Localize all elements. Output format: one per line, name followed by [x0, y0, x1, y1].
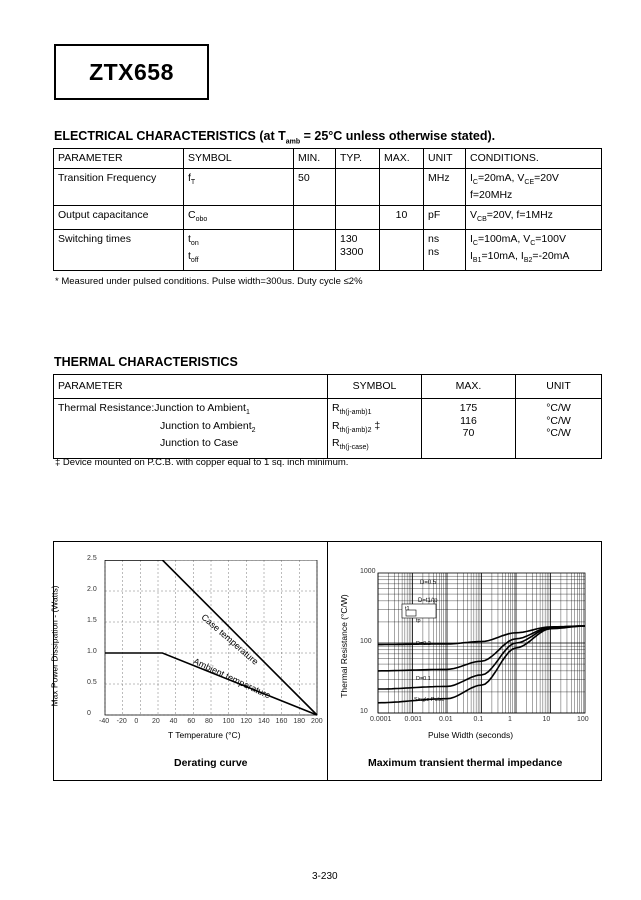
min-cell: 50	[294, 169, 336, 206]
ti-xlabel: Pulse Width (seconds)	[428, 730, 514, 740]
col-symbol: SYMBOL	[328, 375, 422, 399]
page-number: 3-230	[312, 871, 338, 882]
col-max: MAX.	[380, 149, 424, 169]
max-cell	[380, 169, 424, 206]
ti-ytick: 1000	[360, 568, 376, 575]
conditions-cell: $I_C=20mA$, $V_{CE}=20V$ f=20MHz	[466, 169, 602, 206]
electrical-header-row	[54, 149, 602, 169]
thermal-header-row	[54, 375, 602, 399]
col-symbol: SYMBOL	[184, 149, 294, 169]
ambient-temp-label: Ambient temperature	[191, 656, 273, 701]
label-d02: D=0.2	[416, 641, 431, 647]
derating-chart	[60, 560, 325, 740]
conditions-cell: $I_C=100mA$, $V_C=100V$ $I_{B1}=10mA$, $I_{B2}=-20mA$	[466, 230, 602, 271]
typ-cell	[336, 206, 380, 230]
derating-ylabel: Max Power Dissipation - (Watts)	[49, 585, 60, 707]
param-cell: Output capacitance	[54, 206, 184, 230]
case-temp-label: Case temperature	[199, 612, 261, 667]
min-cell	[294, 206, 336, 230]
label-d01: D=0.1	[416, 676, 431, 682]
charts-divider	[327, 541, 328, 781]
table-row	[54, 230, 602, 271]
thermal-note: ‡ Device mounted on P.C.B. with copper equal to 1 sq. inch minimum.	[55, 457, 349, 468]
ti-xtick: 0.0001	[370, 716, 392, 723]
ti-xtick: 10	[542, 716, 551, 723]
electrical-title-pre: ELECTRICAL CHARACTERISTICS (at T	[54, 129, 286, 143]
param-cell: Transition Frequency	[54, 169, 184, 206]
derating-xtick: 20	[152, 718, 160, 725]
unit-cell: MHz	[424, 169, 466, 206]
derating-caption: Derating curve	[174, 757, 248, 769]
derating-xlabel: T Temperature (°C)	[168, 730, 241, 740]
label-single-pulse: Single Pulse	[414, 697, 445, 703]
derating-xtick: -40	[99, 718, 110, 725]
derating-xtick: 120	[240, 718, 253, 725]
derating-xtick: 60	[187, 718, 196, 725]
derating-xtick: 160	[275, 718, 288, 725]
ti-ylabel: Thermal Resistance (°C/W)	[338, 594, 349, 698]
max-cell: 175 116 70	[422, 399, 516, 459]
derating-xtick: 200	[311, 718, 323, 725]
derating-xtick: 180	[293, 718, 306, 725]
unit-cell: ns ns	[424, 230, 466, 271]
electrical-note: * Measured under pulsed conditions. Pulse width=300us. Duty cycle ≤2%	[55, 276, 363, 287]
derating-ytick: 1.0	[87, 648, 97, 655]
ti-xtick: 0.001	[404, 716, 423, 723]
label-tp: tp	[416, 618, 421, 624]
derating-xtick: 140	[258, 718, 270, 725]
ti-caption: Maximum transient thermal impedance	[368, 757, 563, 769]
symbol-cell: $f_T$	[184, 169, 294, 206]
part-number: ZTX658	[54, 44, 209, 100]
max-cell: 10	[380, 206, 424, 230]
col-parameter: PARAMETER	[54, 149, 184, 169]
table-row	[54, 169, 602, 206]
symbol-cell: $t_{on}$ $t_{off}$	[184, 230, 294, 271]
derating-xtick: 100	[222, 718, 235, 725]
param-cell: Thermal Resistance:Junction to Ambient$_1$ Junction to Ambient$_2$ Junction to Case	[54, 399, 328, 459]
col-unit: UNIT	[516, 375, 602, 399]
electrical-title	[54, 129, 495, 146]
thermal-title: THERMAL CHARACTERISTICS	[54, 355, 238, 369]
thermal-impedance-chart	[370, 566, 590, 721]
derating-ytick: 0	[87, 710, 91, 717]
thermal-table	[53, 374, 602, 459]
electrical-title-sub: amb	[285, 138, 301, 146]
col-parameter: PARAMETER	[54, 375, 328, 399]
derating-ytick: 2.5	[87, 555, 97, 562]
col-max: MAX.	[422, 375, 516, 399]
ti-xtick: 0.1	[473, 716, 484, 723]
derating-xtick: -20	[116, 718, 127, 725]
table-row	[54, 206, 602, 230]
ti-xtick: 0.01	[439, 716, 453, 723]
derating-xtick: 0	[134, 718, 139, 725]
ti-xtick: 1	[508, 716, 512, 723]
col-typ: TYP.	[336, 149, 380, 169]
min-cell	[294, 230, 336, 271]
label-d05: D=0.5	[420, 580, 437, 586]
derating-ytick: 2.0	[87, 586, 97, 593]
electrical-title-post: = 25°C unless otherwise stated).	[300, 129, 496, 143]
derating-xtick: 40	[169, 718, 178, 725]
table-row	[54, 399, 602, 459]
ti-ytick: 100	[360, 638, 372, 645]
col-min: MIN.	[294, 149, 336, 169]
derating-xtick: 80	[205, 718, 213, 725]
unit-cell: pF	[424, 206, 466, 230]
label-dt1tp: D=t1/tp	[418, 598, 438, 604]
ti-ytick: 10	[360, 708, 368, 715]
symbol-cell: $C_{obo}$	[184, 206, 294, 230]
ti-xtick: 100	[577, 716, 589, 723]
col-unit: UNIT	[424, 149, 466, 169]
col-conditions: CONDITIONS.	[466, 149, 602, 169]
derating-ytick: 1.5	[87, 617, 97, 624]
param-cell: Switching times	[54, 230, 184, 271]
typ-cell	[336, 169, 380, 206]
conditions-cell: $V_{CB}=20V$, f=1MHz	[466, 206, 602, 230]
derating-ytick: 0.5	[87, 679, 97, 686]
max-cell	[380, 230, 424, 271]
electrical-table	[53, 148, 602, 271]
unit-cell: °C/W °C/W °C/W	[516, 399, 602, 459]
typ-cell: 130 3300	[336, 230, 380, 271]
label-t1: t1	[405, 606, 410, 612]
symbol-cell: $R_{th(j-amb)1}$ $R_{th(j-amb)2}$ ‡ $R_{th(j-case)}$	[328, 399, 422, 459]
